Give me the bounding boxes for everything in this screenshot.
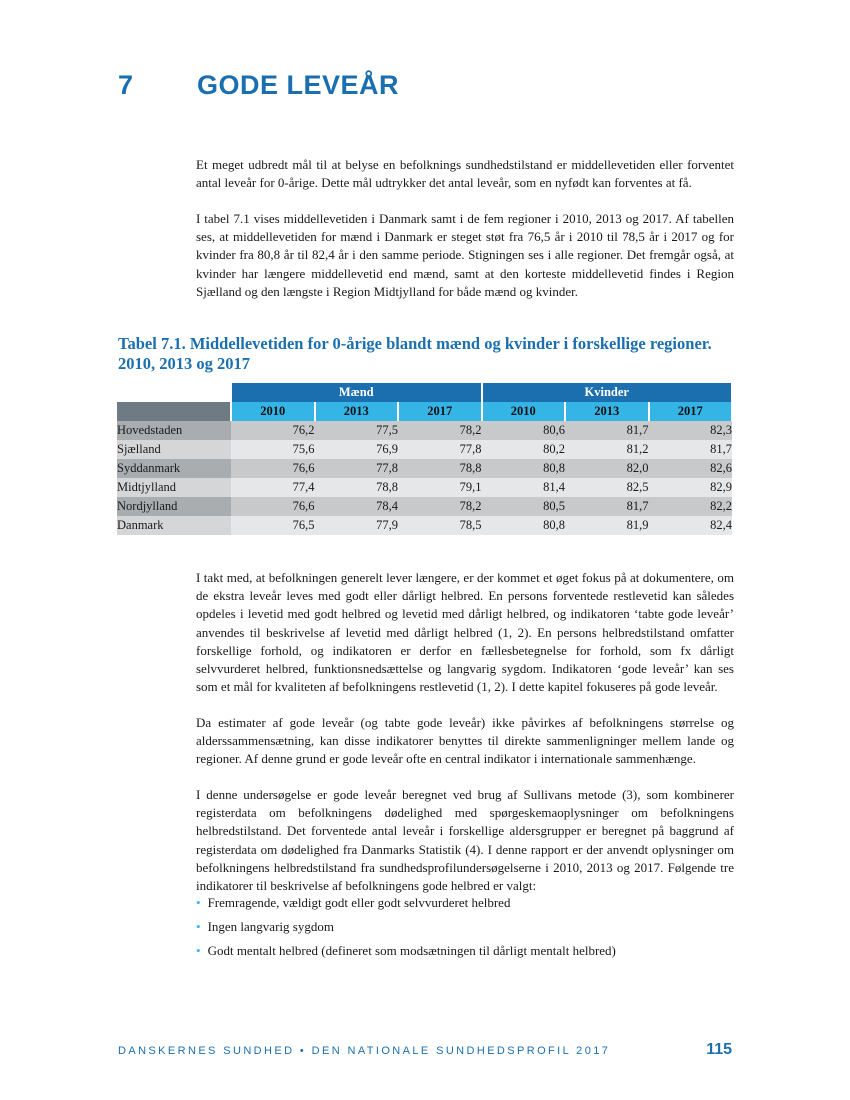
value-cell: 82,6: [649, 459, 733, 478]
year-header: 2017: [649, 402, 733, 421]
value-cell: 82,9: [649, 478, 733, 497]
value-cell: 81,9: [565, 516, 649, 535]
value-cell: 81,7: [649, 440, 733, 459]
region-cell: Hovedstaden: [117, 421, 231, 440]
value-cell: 78,5: [398, 516, 482, 535]
table-row: [117, 497, 732, 516]
table-group-header: [117, 383, 732, 402]
value-cell: 78,4: [315, 497, 399, 516]
paragraph-healthy-years: I takt med, at befolkningen generelt lever længere, er der kommet et øget fokus på at dokumentere, om de ekstra leveår leves med godt eller dårligt helbred. En persons forventede restlevetid kan således opdeles i levetid med godt helbred og levetid med dårligt helbred, og indikatoren ‘tabte gode leveår’ anvendes til beskrivelse af levetid med dårligt helbred (1, 2). En persons helbredstilstand omfatter forskellige forhold, og indikatoren er derfor en fællesbetegnelse for forhold, som fx dårligt selvvurderet helbred, funktionsnedsættelse og langvarig sygdom. Indikatoren ‘gode leveår’ kan ses som et mål for kvaliteten af befolkningens restlevetid (1, 2). I dette kapitel fokuseres på gode leveår.: [196, 570, 734, 695]
table-row: [117, 421, 732, 440]
region-cell: Sjælland: [117, 440, 231, 459]
page-number: 115: [706, 1041, 732, 1058]
value-cell: 80,8: [482, 459, 566, 478]
region-cell: Midtjylland: [117, 478, 231, 497]
chapter-title: GODE LEVEÅR: [197, 70, 400, 100]
value-cell: 77,8: [315, 459, 399, 478]
value-cell: 78,2: [398, 421, 482, 440]
paragraph-intro: Et meget udbredt mål til at belyse en befolknings sundhedstilstand er middellevetiden eller forventet antal leveår for 0-årige. Dette mål udtrykker det antal leveår, som en nyfødt kan forventes at få.: [196, 157, 734, 191]
list-item: [196, 942, 736, 966]
value-cell: 81,2: [565, 440, 649, 459]
value-cell: 80,8: [482, 516, 566, 535]
paragraph-comparison: Da estimater af gode leveår (og tabte gode leveår) ikke påvirkes af befolkningens størrelse og alderssammensætning, kan disse indikatorer benyttes til direkte sammenligninger mellem lande og regioner. Af denne grund er gode leveår ofte en central indikator i internationale sammenhænge.: [196, 715, 734, 767]
region-cell: Syddanmark: [117, 459, 231, 478]
value-cell: 76,2: [231, 421, 315, 440]
region-cell: Nordjylland: [117, 497, 231, 516]
list-item-text: Godt mentalt helbred (defineret som modsætningen til dårligt mentalt helbred): [207, 943, 616, 958]
value-cell: 82,4: [649, 516, 733, 535]
list-item-text: Fremragende, vældigt godt eller godt selvvurderet helbred: [207, 895, 511, 910]
table-row: [117, 440, 732, 459]
table-row: [117, 516, 732, 535]
paragraph-method: I denne undersøgelse er gode leveår beregnet ved brug af Sullivans metode (3), som kombinerer registerdata om befolkningens dødelighed med spørgeskemaoplysninger om befolkningens helbredstilstand. Det forventede antal leveår i forskellige aldersgrupper er beregnet på baggrund af registerdata om dødelighed fra Danmarks Statistik (4). I denne rapport er der anvendt oplysninger om befolkningens helbredstilstand fra sundhedsprofilundersøgelserne i 2010, 2013 og 2017. Følgende tre indikatorer til beskrivelse af befolkningens gode helbred er valgt:: [196, 787, 734, 894]
year-header: 2013: [565, 402, 649, 421]
year-header: 2010: [482, 402, 566, 421]
chapter-number: 7: [118, 70, 134, 100]
bullet-icon: •: [196, 895, 201, 910]
value-cell: 77,4: [231, 478, 315, 497]
table-row: [117, 459, 732, 478]
value-cell: 78,2: [398, 497, 482, 516]
value-cell: 77,5: [315, 421, 399, 440]
value-cell: 75,6: [231, 440, 315, 459]
header-men: Mænd: [231, 383, 482, 402]
indicator-list: [196, 894, 736, 966]
value-cell: 76,9: [315, 440, 399, 459]
value-cell: 80,6: [482, 421, 566, 440]
table-row: [117, 478, 732, 497]
value-cell: 77,9: [315, 516, 399, 535]
value-cell: 80,5: [482, 497, 566, 516]
value-cell: 79,1: [398, 478, 482, 497]
value-cell: 77,8: [398, 440, 482, 459]
year-header: 2013: [315, 402, 399, 421]
value-cell: 76,6: [231, 497, 315, 516]
table-caption: Tabel 7.1. Middellevetiden for 0-årige blandt mænd og kvinder i forskellige regioner. 2010, 2013 og 2017: [118, 334, 712, 373]
value-cell: 82,3: [649, 421, 733, 440]
region-cell: Danmark: [117, 516, 231, 535]
year-header: 2017: [398, 402, 482, 421]
year-header: 2010: [231, 402, 315, 421]
value-cell: 82,5: [565, 478, 649, 497]
bullet-icon: •: [196, 943, 201, 958]
value-cell: 81,7: [565, 421, 649, 440]
value-cell: 81,7: [565, 497, 649, 516]
value-cell: 76,6: [231, 459, 315, 478]
value-cell: 82,2: [649, 497, 733, 516]
table-corner-cell: [117, 383, 231, 402]
footer-title: DANSKERNES SUNDHED • DEN NATIONALE SUNDHEDSPROFIL 2017: [118, 1045, 611, 1057]
value-cell: 80,2: [482, 440, 566, 459]
value-cell: 78,8: [398, 459, 482, 478]
list-item: [196, 918, 736, 942]
value-cell: 81,4: [482, 478, 566, 497]
header-women: Kvinder: [482, 383, 733, 402]
list-item: [196, 894, 736, 918]
table-year-header: [117, 402, 732, 421]
value-cell: 76,5: [231, 516, 315, 535]
region-column-header: [117, 402, 231, 421]
bullet-icon: •: [196, 919, 201, 934]
paragraph-table-summary: I tabel 7.1 vises middellevetiden i Danmark samt i de fem regioner i 2010, 2013 og 2017. Af tabellen ses, at middellevetiden for mænd i Danmark er steget støt fra 76,5 år i 2010 til 78,5 år i 2017 og for kvinder fra 80,8 år til 82,4 år i den samme periode. Stigningen ses i alle regioner. Det fremgår også, at kvinder har længere middellevetid end mænd, samt at den korteste middellevetid findes i Region Sjælland og den længste i Region Midtjylland for både mænd og kvinder.: [196, 211, 734, 299]
life-expectancy-table: [117, 383, 733, 535]
value-cell: 82,0: [565, 459, 649, 478]
value-cell: 78,8: [315, 478, 399, 497]
list-item-text: Ingen langvarig sygdom: [207, 919, 334, 934]
